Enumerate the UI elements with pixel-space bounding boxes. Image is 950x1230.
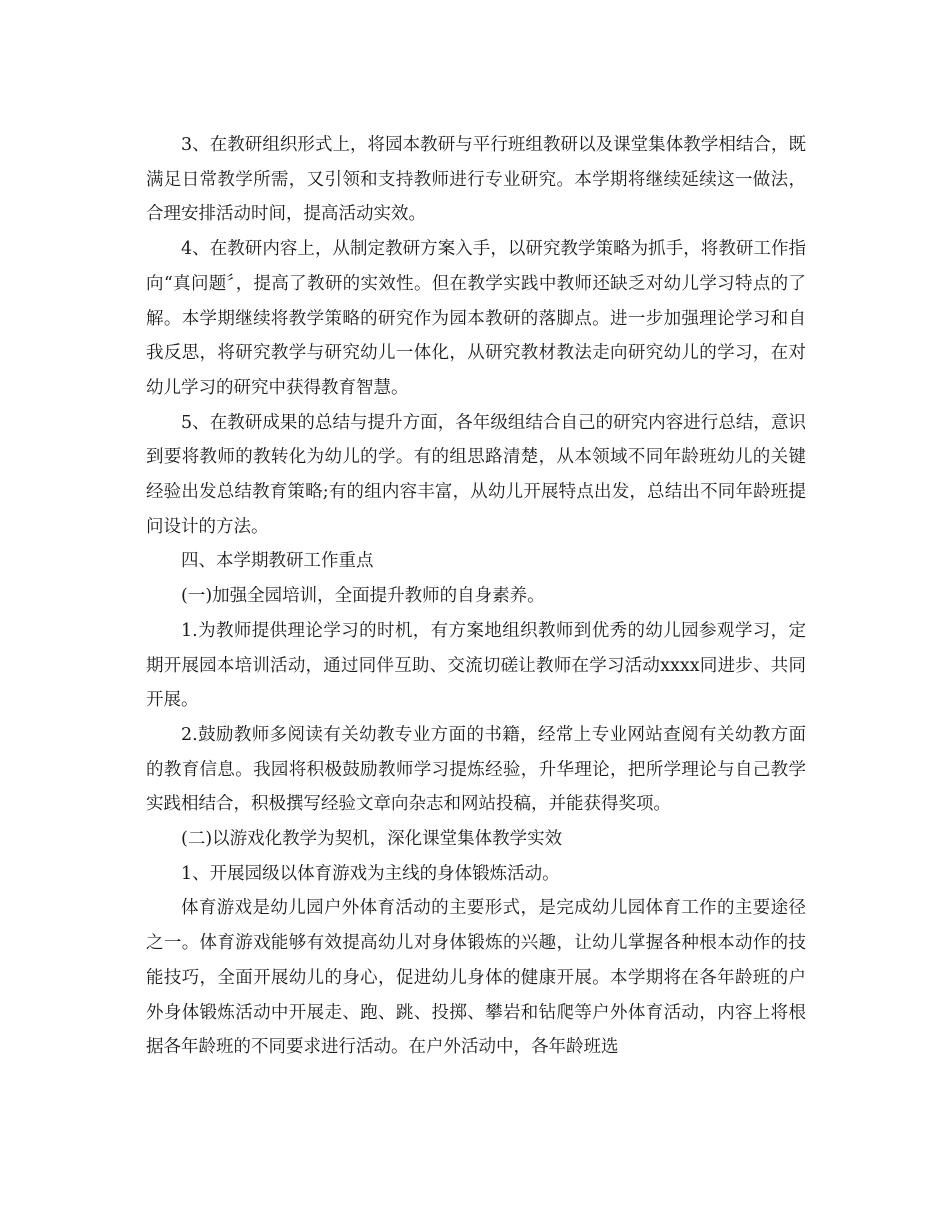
paragraph-theory-learning: 1.为教师提供理论学习的时机，有方案地组织教师到优秀的幼儿园参观学习，定期开展园本培训活动，通过同伴互助、交流切磋让教师在学习活动xxxx同进步、共同开展。 (146, 620, 806, 711)
paragraph-reading-encouragement: 2.鼓励教师多阅读有关幼教专业方面的书籍，经常上专业网站查阅有关幼教方面的教育信息。我园将积极鼓励教师学习提炼经验，升华理论，把所学理论与自己教学实践相结合，积极撰写经验文章向杂志和网站投稿，并能获得奖项。 (146, 724, 806, 815)
section-heading-priorities: 四、本学期教研工作重点 (181, 551, 374, 572)
paragraph-research-content: 4、在教研内容上，从制定教研方案入手，以研究教学策略为抓手，将教研工作指向“真问题〞，提高了教研的实效性。但在教学实践中教师还缺乏对幼儿学习特点的了解。本学期继续将教学策略的研究作为园本教研的落脚点。进一步加强理论学习和自我反思，将研究教学与研究幼儿一体化，从研究教材教法走向研究幼儿的学习，在对幼儿学习的研究中获得教育智慧。 (146, 239, 806, 398)
subsection-heading-game-teaching: (二)以游戏化教学为契机，深化课堂集体教学实效 (181, 829, 563, 850)
item-heading-sports-games: 1、开展园级以体育游戏为主线的身体锻炼活动。 (181, 863, 560, 884)
paragraph-sports-games: 体育游戏是幼儿园户外体育活动的主要形式，是完成幼儿园体育工作的主要途径之一。体育游戏能够有效提高幼儿对身体锻炼的兴趣，让幼儿掌握各种根本动作的技能技巧，全面开展幼儿的身心，促进幼儿身体的健康开展。本学期将在各年龄班的户外身体锻炼活动中开展走、跑、跳、投掷、攀岩和钻爬等户外体育活动，内容上将根据各年龄班的不同要求进行活动。在户外活动中，各年龄班选 (146, 898, 806, 1058)
document-body (146, 128, 806, 1065)
paragraph-research-format: 3、在教研组织形式上，将园本教研与平行班组教研以及课堂集体教学相结合，既满足日常教学所需，又引领和支持教师进行专业研究。本学期将继续延续这一做法，合理安排活动时间，提高活动实效。 (146, 135, 806, 225)
paragraph-research-results: 5、在教研成果的总结与提升方面，各年级组结合自己的研究内容进行总结，意识到要将教师的教转化为幼儿的学。有的组思路清楚，从本领域不同年龄班幼儿的关键经验出发总结教育策略;有的组内容丰富，从幼儿开展特点出发，总结出不同年龄班提问设计的方法。 (146, 412, 806, 537)
subsection-heading-training: (一)加强全园培训，全面提升教师的自身素养。 (181, 586, 545, 607)
